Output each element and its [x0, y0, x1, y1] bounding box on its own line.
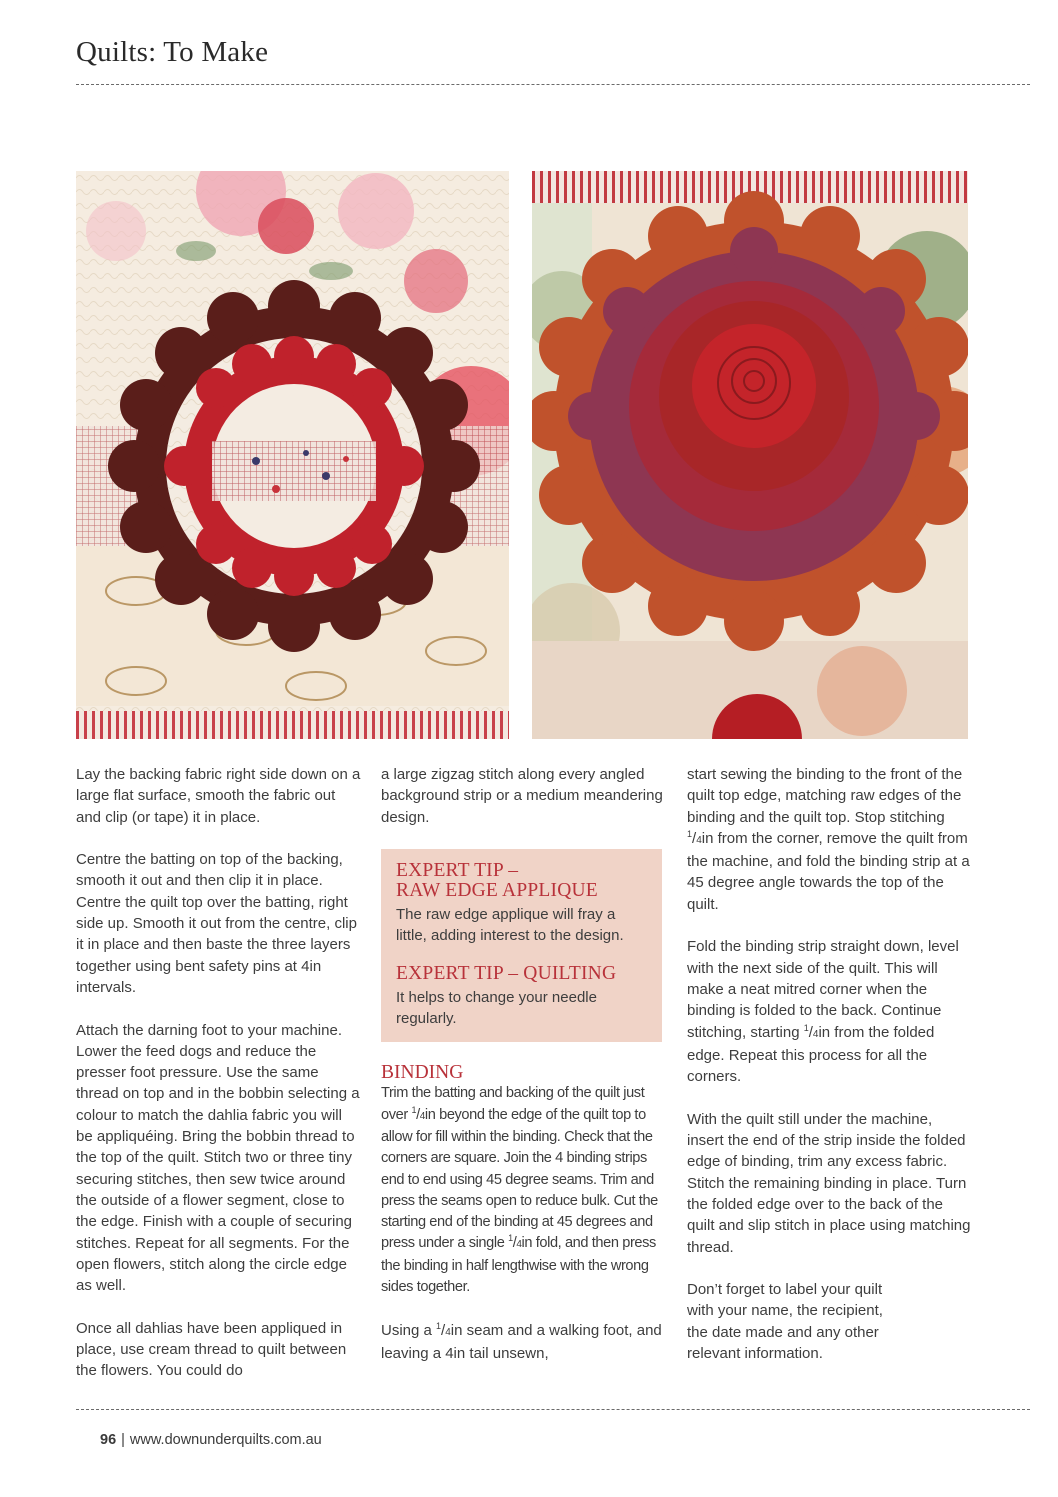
page-number: 96	[100, 1432, 117, 1448]
section-heading-binding: BINDING	[381, 1062, 464, 1084]
text-column-1	[76, 764, 361, 1403]
tip-text: It helps to change your needle regularly.	[396, 988, 597, 1028]
tip-text: The raw edge applique will fray a little, adding interest to the design.	[396, 906, 624, 945]
tip-title-line: RAW EDGE APPLIQUE	[396, 880, 598, 902]
paragraph: Fold the binding strip straight down, level with the next side of the quilt. This will make a neat mitred corner when the binding is folded to the back. Continue stitching, starting $^1$/4in from the folded edge. Repeat this process for all the corners.	[687, 938, 959, 1086]
tip-title-quilting: EXPERT TIP – QUILTING	[396, 962, 617, 984]
top-dashed-divider	[76, 84, 1030, 85]
paragraph: Once all dahlias have been appliqued in place, use cream thread to quilt between the flowers. You could do	[76, 1319, 347, 1380]
paragraph: a large zigzag stitch along every angled background strip or a medium meandering design.	[381, 766, 663, 826]
paragraph: start sewing the binding to the front of the quilt top edge, matching raw edges of the binding and the quilt top. Stop stitching $^1$/4in from the corner, remove the quilt from the machine, and fold the binding strip at a 45 degree angle towards the top of the quilt.	[687, 766, 970, 913]
paragraph-label-reminder: Don’t forget to label your quilt with your name, the recipient, the date made and any other relevant information.	[687, 1281, 883, 1363]
bottom-dashed-divider	[76, 1409, 1030, 1410]
photo-open-dahlia-quilt	[76, 171, 509, 739]
expert-tips-box	[381, 849, 662, 1042]
paragraph: Lay the backing fabric right side down on a large flat surface, smooth the fabric out and clip (or tape) it in place.	[76, 766, 361, 826]
paragraph: With the quilt still under the machine, insert the end of the strip inside the folded edge of binding, trim any excess fabric. Stitch the remaining binding in place. Turn the folded edge over to the back of the quilt and slip stitch in place using matching thread.	[687, 1110, 971, 1256]
paragraph: Attach the darning foot to your machine. Lower the feed dogs and reduce the presser foot pressure. Use the same thread on top and in the bobbin selecting a colour to match the dahlia fabric you will be appliquéing. Bring the bobbin thread to the top of the quilt. Stitch two or three tiny securing stitches, then sew twice around the outside of a flower segment, close to the edge. Finish with a couple of securing stitches. Repeat for all segments. For the open flowers, stitch along the circle edge as well.	[76, 1021, 360, 1295]
photo-layered-dahlia-quilt	[532, 171, 968, 739]
paragraph: Using a $^1$/4in seam and a walking foot, and leaving a 4in tail unsewn,	[381, 1320, 662, 1362]
footer-separator: |	[121, 1432, 125, 1448]
text-column-3	[687, 764, 972, 1386]
tip-title-raw-edge	[396, 861, 648, 901]
page-title: Quilts: To Make	[76, 36, 269, 68]
paragraph: Centre the batting on top of the backing, smooth it out and then clip it in place. Centre the quilt top over the batting, right side up. Smooth it out from the centre, clip it in place and then baste the three layers together using bent safety pins at 4in intervals.	[76, 851, 357, 996]
footer-url: www.downunderquilts.com.au	[129, 1432, 322, 1448]
tip-title-line: EXPERT TIP –	[396, 860, 519, 882]
text-column-2	[381, 764, 666, 1386]
page-footer	[100, 1432, 322, 1448]
paragraph: Trim the batting and backing of the quilt just over $^1$/4in beyond the edge of the quilt top to allow for fill within the binding. Check that the corners are square. Join the 4 binding strips end to end using 45 degree seams. Trim and press the seams open to reduce bulk. Cut the starting end of the binding at 45 degrees and press under a single $^1$/4in fold, and then press the binding in half lengthwise with the wrong sides together.	[381, 1085, 658, 1296]
